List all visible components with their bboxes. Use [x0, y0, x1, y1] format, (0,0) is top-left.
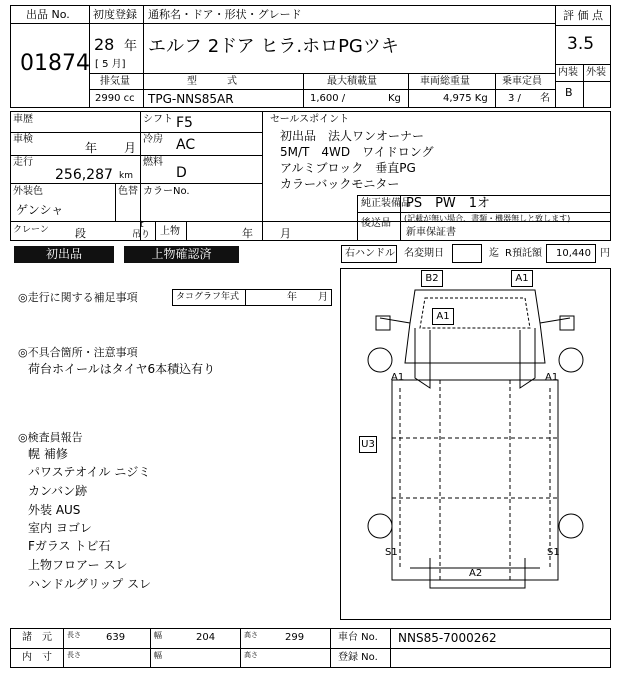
- height-label: 高さ: [244, 631, 258, 639]
- damage-mark: A1: [432, 308, 454, 325]
- mileage-unit: km: [119, 171, 133, 181]
- divider: [240, 628, 241, 668]
- recycle-deposit-label: R預託額: [505, 248, 542, 259]
- damage-mark: S1: [385, 547, 398, 558]
- upper-body-year: 年: [242, 227, 253, 240]
- driving-notes-title: ◎走行に関する補足事項: [18, 291, 138, 304]
- defects-text: 荷台ホイールはタイヤ6本積込有り: [28, 362, 216, 376]
- retrofit-note: (記載が無い場合、書類・機器無しと致します): [404, 214, 571, 223]
- divider: [245, 289, 246, 306]
- sales-point-line: 5M/T 4WD ワイドロング: [280, 145, 434, 159]
- inspector-report-line: 室内 ヨゴレ: [28, 521, 92, 535]
- sales-points-title: セールスポイント: [270, 114, 350, 125]
- inspection-label: 車検: [13, 134, 33, 145]
- damage-mark: A1: [391, 372, 405, 383]
- mileage-value: 256,287: [55, 167, 113, 183]
- divider: [115, 183, 116, 221]
- recycle-deposit-unit: 円: [600, 248, 610, 259]
- color-label: 外装色: [13, 186, 43, 197]
- divider: [10, 648, 611, 649]
- crane-stages: 段: [75, 227, 86, 240]
- divider: [143, 5, 144, 73]
- shift-label: シフト: [143, 114, 173, 125]
- divider: [555, 25, 611, 26]
- divider: [10, 155, 262, 156]
- history-label: 車歴: [13, 114, 33, 125]
- name-change-box: [452, 244, 482, 263]
- divider: [495, 73, 496, 108]
- divider: [330, 628, 331, 668]
- interior-dimensions-label: 内 寸: [22, 652, 52, 663]
- damage-mark: A1: [511, 270, 533, 287]
- model-value: TPG-NNS85AR: [148, 92, 234, 106]
- first-reg-year-unit: 年: [124, 39, 138, 54]
- first-reg-year: 28: [94, 35, 115, 54]
- divider: [555, 81, 611, 82]
- first-listing-badge: 初出品: [14, 246, 114, 263]
- name-change-until: 迄: [489, 248, 499, 259]
- first-reg-label: 初度登録: [93, 8, 137, 21]
- crane-lift: 吊り: [132, 230, 151, 240]
- dimensions-label: 諸 元: [22, 632, 52, 643]
- inspector-report-line: 外装 AUS: [28, 503, 81, 517]
- sales-point-line: カラーバックモニター: [280, 177, 400, 191]
- crane-t: t: [140, 220, 144, 230]
- ac-value: AC: [176, 137, 196, 153]
- divider: [143, 73, 144, 108]
- sales-point-line: アルミブロック 垂直PG: [280, 161, 416, 175]
- recycle-deposit-value: 10,440: [556, 248, 591, 259]
- displacement-value: 2990 cc: [95, 93, 135, 104]
- gross-weight-value: 4,975 Kg: [443, 93, 488, 104]
- score-label: 評 価 点: [563, 9, 603, 22]
- max-load-value: 1,600 /: [310, 93, 346, 104]
- inspection-month: 月: [124, 141, 137, 155]
- inspector-report-line: カンバン跡: [28, 484, 88, 498]
- tachograph-year: 年: [287, 292, 297, 303]
- color-no-label: カラーNo.: [143, 186, 190, 197]
- registration-no-label: 登録 No.: [338, 652, 378, 663]
- score: 3.5: [567, 34, 595, 54]
- damage-mark: A1: [545, 372, 559, 383]
- displacement-label: 排気量: [100, 76, 130, 87]
- car-name: エルフ 2ドア ヒラ.ホロPGツキ: [148, 36, 399, 57]
- first-reg-month: [ 5 月]: [95, 59, 126, 70]
- tachograph-month: 月: [318, 292, 328, 303]
- divider: [90, 89, 555, 90]
- gross-weight-label: 車両総重量: [420, 76, 470, 87]
- divider: [90, 73, 555, 74]
- sales-point-line: 初出品 法人ワンオーナー: [280, 129, 425, 143]
- divider: [10, 23, 90, 24]
- divider: [408, 73, 409, 108]
- divider: [303, 73, 304, 108]
- divider: [555, 5, 556, 108]
- damage-mark: S1: [547, 547, 560, 558]
- divider: [390, 628, 391, 668]
- interior-grade-label: 内装: [558, 67, 578, 78]
- chassis-no-value: NNS85-7000262: [398, 631, 497, 645]
- damage-mark: U3: [359, 436, 377, 453]
- model-label: 型 式: [187, 76, 237, 87]
- inner-height-label: 高さ: [244, 651, 258, 659]
- width-label: 幅: [154, 631, 162, 640]
- defects-title: ◎不具合箇所・注意事項: [18, 346, 138, 359]
- mileage-label: 走行: [13, 157, 33, 168]
- ac-label: 冷房: [143, 134, 163, 145]
- inspector-report-line: 上物フロアー スレ: [28, 558, 128, 572]
- tachograph-label: タコグラフ年式: [176, 292, 240, 302]
- inspection-year: 年: [85, 141, 98, 155]
- max-load-unit: Kg: [388, 93, 401, 104]
- length-value: 639: [106, 632, 126, 643]
- divider: [186, 221, 187, 241]
- name-change-label: 名変期日: [404, 248, 444, 259]
- interior-grade: B: [565, 86, 573, 99]
- lot-number-label: 出品 No.: [26, 8, 70, 21]
- fuel-label: 燃料: [143, 157, 163, 168]
- car-name-label: 通称名・ドア・形状・グレード: [148, 8, 302, 21]
- color-value: ゲンシャ: [16, 203, 64, 217]
- inspector-report-line: Fガラス トビ石: [28, 539, 111, 553]
- inspector-report-line: ハンドルグリップ スレ: [28, 577, 152, 591]
- divider: [583, 64, 584, 108]
- steering-value: 右ハンドル: [345, 248, 395, 259]
- exterior-grade-label: 外装: [586, 67, 606, 78]
- inner-width-label: 幅: [154, 651, 162, 660]
- inspector-report-line: 幌 補修: [28, 447, 68, 461]
- equipment-value: PS PW 1オ: [406, 196, 491, 211]
- divider: [155, 221, 156, 241]
- inner-length-label: 長さ: [67, 651, 81, 659]
- shift-value: F5: [176, 115, 193, 131]
- inspector-report-line: パワステオイル ニジミ: [28, 465, 151, 479]
- upper-body-confirmed-badge: 上物確認済: [124, 246, 239, 263]
- divider: [150, 628, 151, 668]
- capacity-label: 乗車定員: [502, 76, 542, 87]
- inspector-report-title: ◎検査員報告: [18, 431, 83, 444]
- equipment-label: 純正装備品: [361, 198, 411, 209]
- divider: [63, 628, 64, 668]
- lot-number: 01874: [20, 51, 90, 76]
- upper-body-month: 月: [280, 227, 291, 240]
- divider: [357, 212, 611, 213]
- damage-mark: B2: [421, 270, 443, 287]
- capacity-unit: 名: [540, 93, 550, 104]
- length-label: 長さ: [67, 631, 81, 639]
- divider: [90, 23, 555, 24]
- capacity-value: 3 /: [508, 93, 521, 104]
- fuel-value: D: [176, 165, 187, 181]
- color-change-label: 色替: [118, 186, 138, 197]
- divider: [10, 183, 262, 184]
- damage-mark: A2: [469, 568, 483, 579]
- max-load-label: 最大積載量: [327, 76, 377, 87]
- width-value: 204: [196, 632, 216, 643]
- divider: [357, 195, 358, 241]
- chassis-no-label: 車台 No.: [338, 632, 378, 643]
- height-value: 299: [285, 632, 305, 643]
- retrofit-value: 新車保証書: [406, 227, 456, 238]
- crane-label: クレーン: [13, 225, 49, 235]
- retrofit-label: 後送品: [361, 218, 391, 229]
- upper-body-label: 上物: [160, 226, 180, 237]
- divider: [10, 132, 262, 133]
